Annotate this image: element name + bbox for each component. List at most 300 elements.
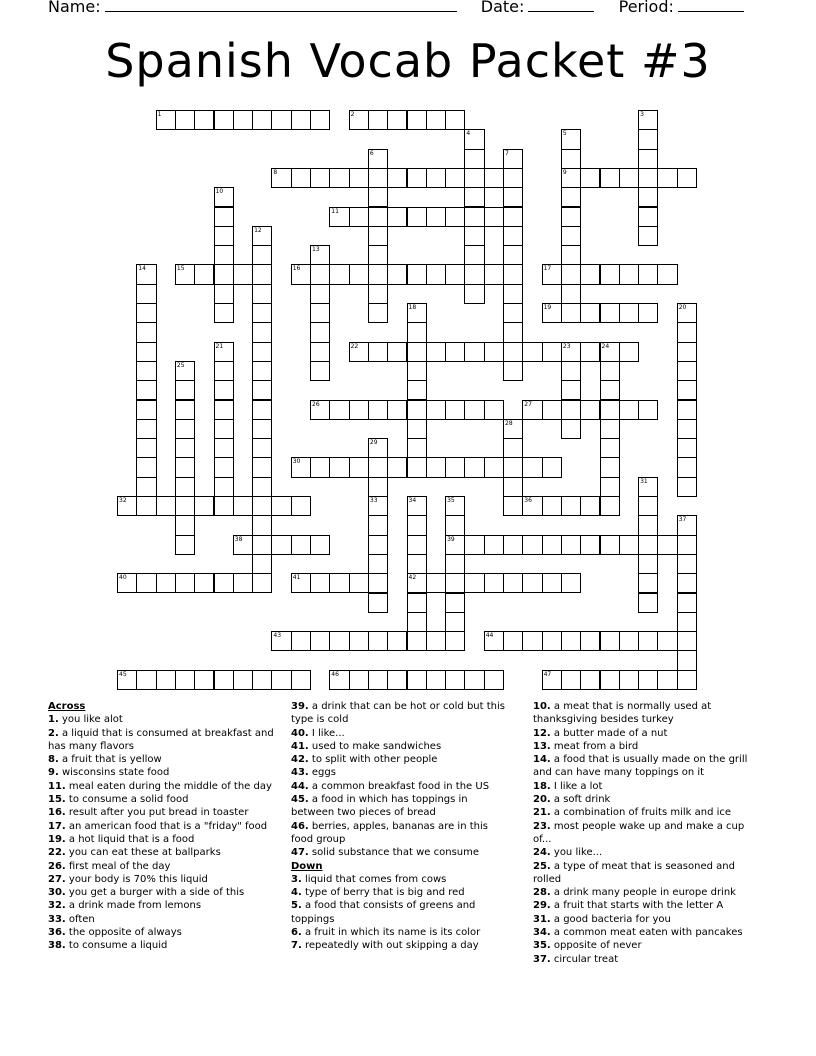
crossword-cell[interactable] — [271, 631, 291, 651]
crossword-cell[interactable] — [194, 110, 214, 130]
crossword-cell[interactable] — [214, 226, 234, 246]
crossword-cell[interactable] — [484, 535, 504, 555]
crossword-cell[interactable] — [368, 342, 388, 362]
crossword-cell[interactable] — [349, 168, 369, 188]
crossword-cell[interactable] — [677, 457, 697, 477]
crossword-cell[interactable] — [252, 342, 272, 362]
crossword-cell[interactable] — [117, 670, 137, 690]
crossword-cell[interactable] — [600, 264, 620, 284]
crossword-cell[interactable] — [252, 496, 272, 516]
crossword-cell[interactable] — [445, 342, 465, 362]
crossword-cell[interactable] — [600, 400, 620, 420]
crossword-cell[interactable] — [175, 400, 195, 420]
crossword-cell[interactable] — [252, 361, 272, 381]
crossword-cell[interactable] — [214, 207, 234, 227]
crossword-cell[interactable] — [407, 264, 427, 284]
crossword-cell[interactable] — [677, 322, 697, 342]
crossword-cell[interactable] — [233, 496, 253, 516]
crossword-cell[interactable] — [677, 593, 697, 613]
crossword-cell[interactable] — [464, 284, 484, 304]
crossword-cell[interactable] — [677, 631, 697, 651]
crossword-cell[interactable] — [407, 496, 427, 516]
crossword-cell[interactable] — [214, 284, 234, 304]
crossword-cell[interactable] — [349, 573, 369, 593]
crossword-cell[interactable] — [445, 400, 465, 420]
crossword-cell[interactable] — [407, 207, 427, 227]
crossword-cell[interactable] — [368, 400, 388, 420]
crossword-cell[interactable] — [445, 457, 465, 477]
crossword-cell[interactable] — [657, 264, 677, 284]
crossword-cell[interactable] — [291, 573, 311, 593]
crossword-cell[interactable] — [407, 342, 427, 362]
crossword-cell[interactable] — [638, 535, 658, 555]
crossword-cell[interactable] — [310, 631, 330, 651]
crossword-cell[interactable] — [638, 207, 658, 227]
crossword-cell[interactable] — [503, 245, 523, 265]
crossword-cell[interactable] — [638, 303, 658, 323]
crossword-cell[interactable] — [310, 245, 330, 265]
crossword-cell[interactable] — [600, 631, 620, 651]
crossword-cell[interactable] — [368, 593, 388, 613]
crossword-cell[interactable] — [407, 573, 427, 593]
crossword-cell[interactable] — [484, 168, 504, 188]
crossword-cell[interactable] — [677, 168, 697, 188]
crossword-cell[interactable] — [291, 496, 311, 516]
crossword-cell[interactable] — [329, 670, 349, 690]
crossword-cell[interactable] — [156, 496, 176, 516]
crossword-cell[interactable] — [156, 110, 176, 130]
crossword-cell[interactable] — [657, 631, 677, 651]
crossword-cell[interactable] — [600, 496, 620, 516]
crossword-cell[interactable] — [600, 380, 620, 400]
crossword-cell[interactable] — [407, 612, 427, 632]
crossword-cell[interactable] — [136, 477, 156, 497]
crossword-cell[interactable] — [522, 631, 542, 651]
crossword-cell[interactable] — [484, 457, 504, 477]
crossword-cell[interactable] — [445, 554, 465, 574]
crossword-cell[interactable] — [310, 264, 330, 284]
crossword-cell[interactable] — [445, 496, 465, 516]
crossword-cell[interactable] — [310, 284, 330, 304]
crossword-cell[interactable] — [484, 573, 504, 593]
crossword-cell[interactable] — [214, 342, 234, 362]
crossword-cell[interactable] — [136, 322, 156, 342]
crossword-cell[interactable] — [252, 457, 272, 477]
crossword-cell[interactable] — [638, 168, 658, 188]
crossword-cell[interactable] — [233, 670, 253, 690]
crossword-cell[interactable] — [580, 168, 600, 188]
crossword-cell[interactable] — [252, 670, 272, 690]
crossword-cell[interactable] — [329, 573, 349, 593]
crossword-cell[interactable] — [522, 573, 542, 593]
crossword-cell[interactable] — [638, 264, 658, 284]
crossword-cell[interactable] — [561, 361, 581, 381]
crossword-cell[interactable] — [407, 322, 427, 342]
crossword-cell[interactable] — [522, 496, 542, 516]
crossword-cell[interactable] — [561, 129, 581, 149]
crossword-cell[interactable] — [368, 670, 388, 690]
crossword-cell[interactable] — [136, 438, 156, 458]
crossword-cell[interactable] — [464, 149, 484, 169]
crossword-cell[interactable] — [214, 477, 234, 497]
crossword-cell[interactable] — [291, 168, 311, 188]
crossword-cell[interactable] — [426, 264, 446, 284]
crossword-cell[interactable] — [271, 670, 291, 690]
crossword-cell[interactable] — [464, 264, 484, 284]
crossword-cell[interactable] — [368, 631, 388, 651]
crossword-cell[interactable] — [445, 593, 465, 613]
crossword-cell[interactable] — [503, 168, 523, 188]
crossword-cell[interactable] — [638, 226, 658, 246]
crossword-cell[interactable] — [136, 380, 156, 400]
crossword-cell[interactable] — [310, 110, 330, 130]
crossword-cell[interactable] — [194, 264, 214, 284]
crossword-cell[interactable] — [233, 535, 253, 555]
crossword-cell[interactable] — [426, 342, 446, 362]
crossword-cell[interactable] — [136, 573, 156, 593]
crossword-cell[interactable] — [368, 477, 388, 497]
crossword-cell[interactable] — [638, 477, 658, 497]
crossword-cell[interactable] — [503, 303, 523, 323]
name-field[interactable] — [105, 0, 457, 12]
crossword-cell[interactable] — [368, 457, 388, 477]
crossword-cell[interactable] — [677, 438, 697, 458]
crossword-cell[interactable] — [136, 400, 156, 420]
crossword-cell[interactable] — [600, 438, 620, 458]
crossword-cell[interactable] — [214, 264, 234, 284]
crossword-cell[interactable] — [368, 168, 388, 188]
crossword-cell[interactable] — [677, 303, 697, 323]
crossword-cell[interactable] — [349, 400, 369, 420]
crossword-cell[interactable] — [464, 573, 484, 593]
crossword-cell[interactable] — [310, 342, 330, 362]
crossword-cell[interactable] — [310, 361, 330, 381]
crossword-cell[interactable] — [619, 631, 639, 651]
crossword-cell[interactable] — [484, 264, 504, 284]
crossword-cell[interactable] — [600, 168, 620, 188]
crossword-cell[interactable] — [271, 110, 291, 130]
crossword-cell[interactable] — [677, 419, 697, 439]
crossword-cell[interactable] — [503, 457, 523, 477]
crossword-cell[interactable] — [175, 264, 195, 284]
crossword-cell[interactable] — [233, 264, 253, 284]
crossword-cell[interactable] — [252, 573, 272, 593]
crossword-cell[interactable] — [619, 168, 639, 188]
crossword-cell[interactable] — [464, 226, 484, 246]
crossword-cell[interactable] — [407, 438, 427, 458]
crossword-cell[interactable] — [561, 342, 581, 362]
crossword-cell[interactable] — [368, 110, 388, 130]
crossword-cell[interactable] — [561, 400, 581, 420]
crossword-cell[interactable] — [310, 303, 330, 323]
crossword-cell[interactable] — [561, 149, 581, 169]
crossword-cell[interactable] — [175, 477, 195, 497]
crossword-cell[interactable] — [407, 110, 427, 130]
crossword-cell[interactable] — [252, 419, 272, 439]
crossword-cell[interactable] — [368, 554, 388, 574]
crossword-cell[interactable] — [619, 400, 639, 420]
crossword-cell[interactable] — [600, 419, 620, 439]
crossword-cell[interactable] — [349, 264, 369, 284]
crossword-cell[interactable] — [561, 419, 581, 439]
crossword-cell[interactable] — [349, 342, 369, 362]
crossword-cell[interactable] — [194, 670, 214, 690]
crossword-cell[interactable] — [542, 670, 562, 690]
crossword-cell[interactable] — [349, 207, 369, 227]
crossword-cell[interactable] — [214, 496, 234, 516]
crossword-cell[interactable] — [503, 573, 523, 593]
crossword-cell[interactable] — [329, 168, 349, 188]
crossword-cell[interactable] — [387, 670, 407, 690]
crossword-cell[interactable] — [387, 457, 407, 477]
crossword-cell[interactable] — [426, 631, 446, 651]
crossword-cell[interactable] — [407, 515, 427, 535]
crossword-cell[interactable] — [329, 631, 349, 651]
crossword-cell[interactable] — [677, 477, 697, 497]
crossword-cell[interactable] — [445, 168, 465, 188]
crossword-cell[interactable] — [368, 226, 388, 246]
crossword-cell[interactable] — [561, 168, 581, 188]
crossword-cell[interactable] — [464, 400, 484, 420]
crossword-cell[interactable] — [136, 342, 156, 362]
crossword-cell[interactable] — [503, 207, 523, 227]
crossword-cell[interactable] — [503, 631, 523, 651]
crossword-cell[interactable] — [252, 400, 272, 420]
crossword-cell[interactable] — [387, 264, 407, 284]
crossword-cell[interactable] — [329, 264, 349, 284]
crossword-cell[interactable] — [503, 477, 523, 497]
crossword-cell[interactable] — [638, 496, 658, 516]
crossword-cell[interactable] — [291, 110, 311, 130]
crossword-cell[interactable] — [638, 593, 658, 613]
crossword-cell[interactable] — [368, 284, 388, 304]
crossword-cell[interactable] — [677, 535, 697, 555]
crossword-cell[interactable] — [677, 515, 697, 535]
crossword-cell[interactable] — [580, 264, 600, 284]
crossword-cell[interactable] — [175, 535, 195, 555]
crossword-cell[interactable] — [638, 573, 658, 593]
crossword-cell[interactable] — [136, 496, 156, 516]
crossword-cell[interactable] — [291, 264, 311, 284]
crossword-cell[interactable] — [619, 264, 639, 284]
crossword-cell[interactable] — [214, 438, 234, 458]
crossword-cell[interactable] — [503, 264, 523, 284]
crossword-cell[interactable] — [387, 631, 407, 651]
crossword-cell[interactable] — [214, 361, 234, 381]
crossword-cell[interactable] — [619, 535, 639, 555]
crossword-cell[interactable] — [175, 496, 195, 516]
crossword-cell[interactable] — [677, 670, 697, 690]
crossword-cell[interactable] — [464, 670, 484, 690]
crossword-cell[interactable] — [600, 342, 620, 362]
crossword-cell[interactable] — [542, 457, 562, 477]
crossword-cell[interactable] — [271, 496, 291, 516]
crossword-cell[interactable] — [310, 400, 330, 420]
crossword-cell[interactable] — [638, 187, 658, 207]
crossword-cell[interactable] — [580, 303, 600, 323]
crossword-cell[interactable] — [445, 612, 465, 632]
crossword-cell[interactable] — [464, 168, 484, 188]
crossword-cell[interactable] — [677, 342, 697, 362]
crossword-cell[interactable] — [561, 380, 581, 400]
crossword-cell[interactable] — [407, 361, 427, 381]
crossword-cell[interactable] — [426, 573, 446, 593]
crossword-cell[interactable] — [271, 168, 291, 188]
crossword-cell[interactable] — [252, 535, 272, 555]
crossword-cell[interactable] — [464, 207, 484, 227]
crossword-cell[interactable] — [252, 284, 272, 304]
crossword-cell[interactable] — [638, 554, 658, 574]
crossword-cell[interactable] — [503, 361, 523, 381]
crossword-cell[interactable] — [349, 110, 369, 130]
crossword-cell[interactable] — [445, 264, 465, 284]
crossword-cell[interactable] — [349, 670, 369, 690]
crossword-cell[interactable] — [136, 457, 156, 477]
crossword-cell[interactable] — [175, 515, 195, 535]
crossword-cell[interactable] — [542, 264, 562, 284]
crossword-cell[interactable] — [542, 342, 562, 362]
crossword-cell[interactable] — [561, 303, 581, 323]
crossword-cell[interactable] — [677, 573, 697, 593]
crossword-cell[interactable] — [117, 573, 137, 593]
crossword-cell[interactable] — [600, 535, 620, 555]
crossword-cell[interactable] — [387, 400, 407, 420]
crossword-cell[interactable] — [542, 303, 562, 323]
crossword-cell[interactable] — [156, 670, 176, 690]
crossword-cell[interactable] — [214, 457, 234, 477]
crossword-cell[interactable] — [214, 187, 234, 207]
crossword-cell[interactable] — [252, 477, 272, 497]
crossword-cell[interactable] — [677, 554, 697, 574]
crossword-cell[interactable] — [252, 380, 272, 400]
crossword-cell[interactable] — [175, 438, 195, 458]
crossword-cell[interactable] — [252, 110, 272, 130]
crossword-cell[interactable] — [252, 245, 272, 265]
crossword-cell[interactable] — [464, 245, 484, 265]
crossword-cell[interactable] — [387, 168, 407, 188]
crossword-cell[interactable] — [407, 419, 427, 439]
crossword-cell[interactable] — [214, 303, 234, 323]
crossword-cell[interactable] — [619, 670, 639, 690]
crossword-cell[interactable] — [445, 631, 465, 651]
crossword-cell[interactable] — [561, 187, 581, 207]
crossword-cell[interactable] — [194, 496, 214, 516]
crossword-cell[interactable] — [407, 631, 427, 651]
crossword-cell[interactable] — [291, 457, 311, 477]
crossword-cell[interactable] — [252, 438, 272, 458]
crossword-cell[interactable] — [136, 670, 156, 690]
crossword-cell[interactable] — [600, 670, 620, 690]
crossword-cell[interactable] — [368, 515, 388, 535]
crossword-cell[interactable] — [426, 207, 446, 227]
crossword-cell[interactable] — [117, 496, 137, 516]
crossword-cell[interactable] — [445, 515, 465, 535]
crossword-cell[interactable] — [600, 361, 620, 381]
crossword-cell[interactable] — [600, 457, 620, 477]
crossword-cell[interactable] — [580, 400, 600, 420]
crossword-cell[interactable] — [561, 264, 581, 284]
crossword-cell[interactable] — [233, 573, 253, 593]
crossword-cell[interactable] — [503, 342, 523, 362]
crossword-cell[interactable] — [329, 457, 349, 477]
crossword-cell[interactable] — [522, 535, 542, 555]
crossword-cell[interactable] — [542, 573, 562, 593]
crossword-cell[interactable] — [368, 535, 388, 555]
crossword-cell[interactable] — [677, 650, 697, 670]
crossword-cell[interactable] — [387, 342, 407, 362]
crossword-cell[interactable] — [484, 631, 504, 651]
crossword-cell[interactable] — [310, 535, 330, 555]
crossword-cell[interactable] — [561, 226, 581, 246]
crossword-cell[interactable] — [638, 110, 658, 130]
crossword-cell[interactable] — [677, 400, 697, 420]
crossword-cell[interactable] — [214, 670, 234, 690]
crossword-cell[interactable] — [387, 207, 407, 227]
crossword-cell[interactable] — [503, 535, 523, 555]
crossword-cell[interactable] — [214, 110, 234, 130]
crossword-cell[interactable] — [503, 438, 523, 458]
crossword-cell[interactable] — [445, 535, 465, 555]
crossword-cell[interactable] — [214, 419, 234, 439]
crossword-cell[interactable] — [136, 284, 156, 304]
crossword-cell[interactable] — [407, 535, 427, 555]
crossword-cell[interactable] — [291, 670, 311, 690]
crossword-cell[interactable] — [677, 612, 697, 632]
crossword-cell[interactable] — [561, 573, 581, 593]
crossword-cell[interactable] — [580, 535, 600, 555]
crossword-cell[interactable] — [580, 670, 600, 690]
crossword-cell[interactable] — [619, 342, 639, 362]
crossword-cell[interactable] — [426, 110, 446, 130]
crossword-cell[interactable] — [271, 535, 291, 555]
crossword-cell[interactable] — [638, 400, 658, 420]
crossword-cell[interactable] — [657, 670, 677, 690]
crossword-cell[interactable] — [407, 400, 427, 420]
crossword-cell[interactable] — [561, 207, 581, 227]
crossword-cell[interactable] — [368, 573, 388, 593]
crossword-cell[interactable] — [600, 477, 620, 497]
crossword-cell[interactable] — [503, 284, 523, 304]
crossword-cell[interactable] — [484, 670, 504, 690]
crossword-cell[interactable] — [214, 245, 234, 265]
crossword-cell[interactable] — [464, 129, 484, 149]
crossword-cell[interactable] — [407, 168, 427, 188]
crossword-cell[interactable] — [503, 226, 523, 246]
crossword-cell[interactable] — [638, 149, 658, 169]
crossword-cell[interactable] — [426, 168, 446, 188]
crossword-cell[interactable] — [561, 245, 581, 265]
crossword-cell[interactable] — [638, 515, 658, 535]
crossword-cell[interactable] — [252, 264, 272, 284]
crossword-cell[interactable] — [175, 110, 195, 130]
crossword-cell[interactable] — [175, 419, 195, 439]
crossword-cell[interactable] — [175, 361, 195, 381]
crossword-cell[interactable] — [310, 168, 330, 188]
crossword-cell[interactable] — [677, 380, 697, 400]
crossword-cell[interactable] — [580, 631, 600, 651]
crossword-cell[interactable] — [368, 245, 388, 265]
crossword-cell[interactable] — [368, 207, 388, 227]
crossword-cell[interactable] — [580, 342, 600, 362]
crossword-cell[interactable] — [407, 380, 427, 400]
crossword-cell[interactable] — [175, 457, 195, 477]
crossword-cell[interactable] — [522, 342, 542, 362]
crossword-cell[interactable] — [503, 496, 523, 516]
crossword-cell[interactable] — [445, 110, 465, 130]
crossword-cell[interactable] — [561, 670, 581, 690]
crossword-cell[interactable] — [561, 631, 581, 651]
crossword-cell[interactable] — [310, 457, 330, 477]
